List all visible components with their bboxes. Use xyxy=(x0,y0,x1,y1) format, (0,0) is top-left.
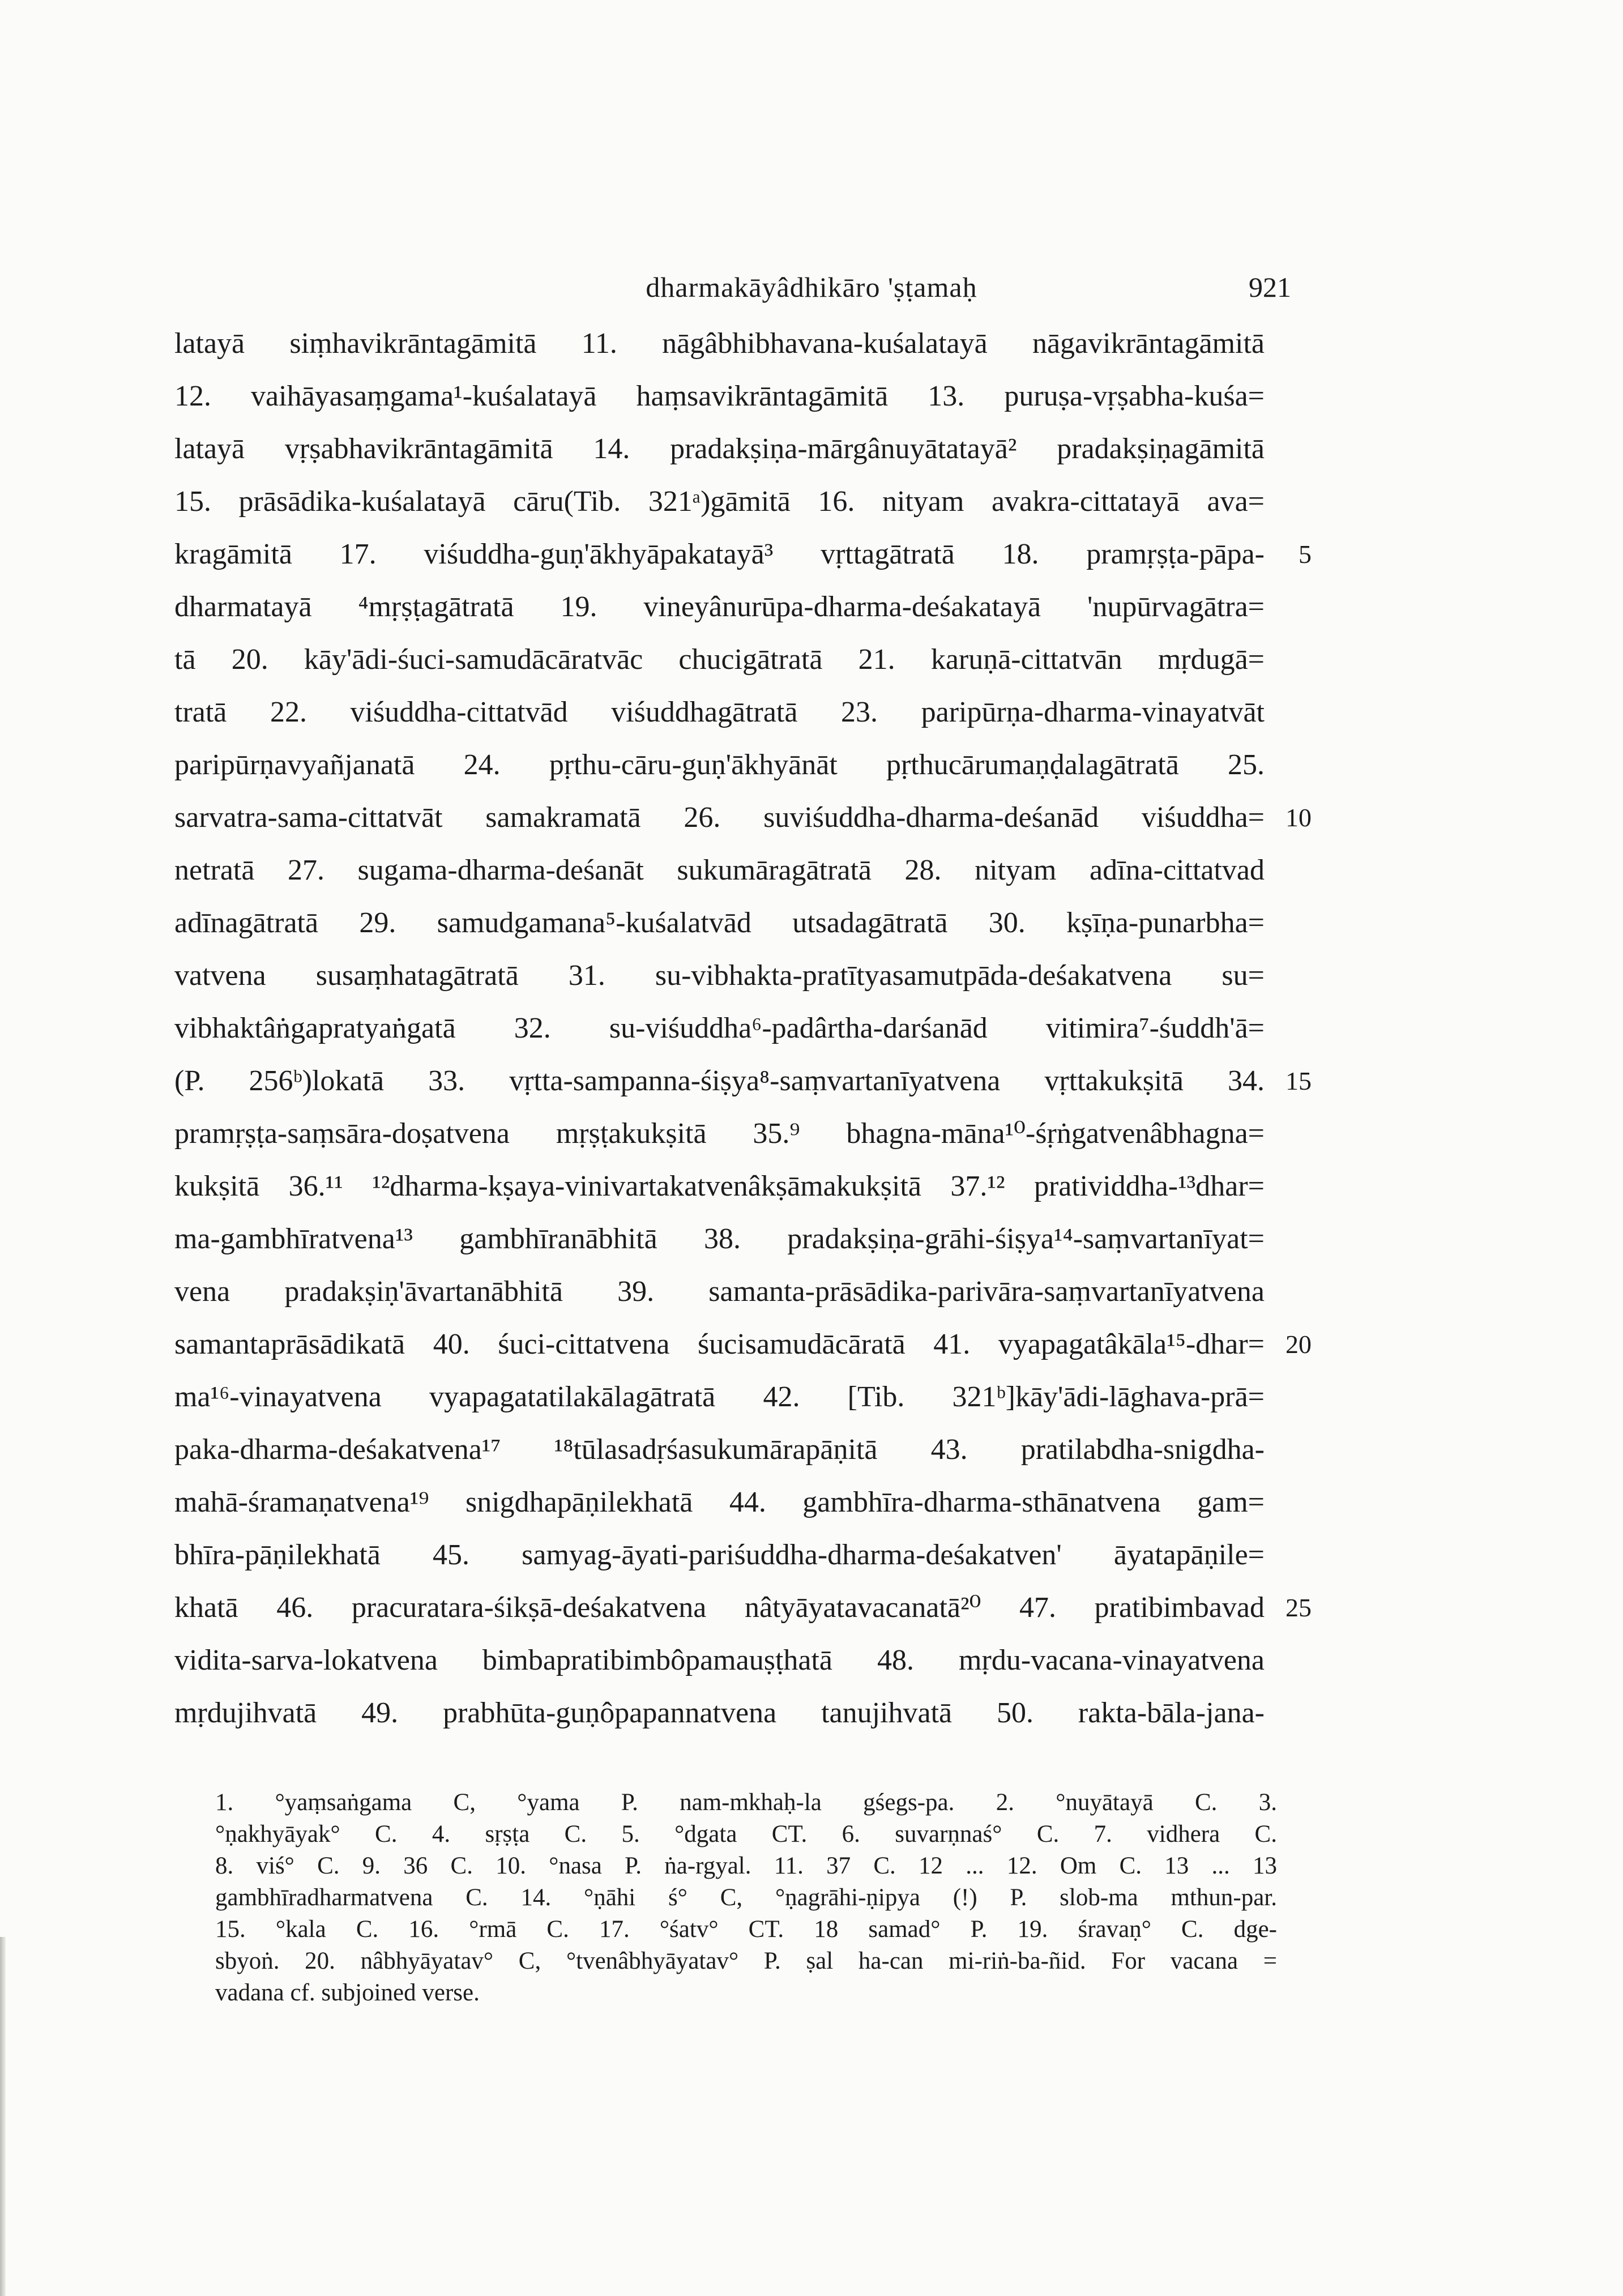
scan-edge-shadow xyxy=(0,1937,6,2296)
text-line: 15. prāsādika-kuśalatayā cāru(Tib. 321ᵃ)gāmitā 16. nityam avakra-cittatayā ava= xyxy=(174,485,1265,518)
text-line: paripūrṇavyañjanatā 24. pṛthu-cāru-guṇ'ākhyānāt pṛthucārumaṇḍalagātratā 25. xyxy=(174,749,1265,781)
footnote-line: °ṇakhyāyak° C. 4. sṛṣṭa C. 5. °dgata CT. 6. suvarṇnaś° C. 7. vidhera C. xyxy=(215,1821,1277,1847)
footnote-line: 1. °yaṃsaṅgama C, °yama P. nam-mkhaḥ-la gśegs-pa. 2. °nuyātayā C. 3. xyxy=(215,1789,1277,1816)
text-line: dharmatayā ⁴mṛṣṭagātratā 19. vineyânurūpa-dharma-deśakatayā 'nupūrvagātra= xyxy=(174,591,1265,623)
footnotes xyxy=(215,1787,1277,2009)
text-line: 12. vaihāyasaṃgama¹-kuśalatayā haṃsavikrāntagāmitā 13. puruṣa-vṛṣabha-kuśa= xyxy=(174,380,1265,412)
text-line: mṛdujihvatā 49. prabhūta-guṇôpapannatvena tanujihvatā 50. rakta-bāla-jana- xyxy=(174,1697,1265,1729)
text-line: paka-dharma-deśakatvena¹⁷ ¹⁸tūlasadṛśasukumārapāṇitā 43. pratilabdha-snigdha- xyxy=(174,1433,1265,1466)
line-number-10: 10 xyxy=(1285,803,1312,832)
text-line: ma¹⁶-vinayatvena vyapagatatilakālagātratā 42. [Tib. 321ᵇ]kāy'ādi-lāghava-prā= xyxy=(174,1381,1265,1413)
footnote-line: gambhīradharmatvena C. 14. °ṇāhi ś° C, °ṇagrāhi-ṇipya (!) P. slob-ma mthun-par. xyxy=(215,1884,1277,1911)
text-line: netratā 27. sugama-dharma-deśanāt sukumāragātratā 28. nityam adīna-cittatvad xyxy=(174,854,1265,886)
text-line: vena pradakṣiṇ'āvartanābhitā 39. samanta-prāsādika-parivāra-saṃvartanīyatvena xyxy=(174,1275,1265,1308)
text-line: vidita-sarva-lokatvena bimbapratibimbôpamauṣṭhatā 48. mṛdu-vacana-vinayatvena xyxy=(174,1644,1265,1676)
text-line: kukṣitā 36.¹¹ ¹²dharma-kṣaya-vinivartakatvenâkṣāmakukṣitā 37.¹² pratividdha-¹³dhar= xyxy=(174,1170,1265,1202)
footnote-line: vadana cf. subjoined verse. xyxy=(215,1979,480,2006)
main-text xyxy=(174,317,1265,1739)
text-line: latayā siṃhavikrāntagāmitā 11. nāgâbhibhavana-kuśalatayā nāgavikrāntagāmitā xyxy=(174,327,1265,360)
running-header: dharmakāyâdhikāro 'ṣṭamaḥ xyxy=(646,271,977,303)
line-number-25: 25 xyxy=(1285,1593,1312,1622)
text-line: sarvatra-sama-cittatvāt samakramatā 26. suviśuddha-dharma-deśanād viśuddha= xyxy=(174,801,1265,834)
text-line: samantaprāsādikatā 40. śuci-cittatvena śucisamudācāratā 41. vyapagatâkāla¹⁵-dhar= xyxy=(174,1328,1265,1360)
footnote-line: 8. viś° C. 9. 36 C. 10. °nasa P. ṅa-rgyal. 11. 37 C. 12 ... 12. Om C. 13 ... 13 xyxy=(215,1853,1277,1879)
text-line: tratā 22. viśuddha-cittatvād viśuddhagātratā 23. paripūrṇa-dharma-vinayatvāt xyxy=(174,696,1265,728)
text-line: latayā vṛṣabhavikrāntagāmitā 14. pradakṣiṇa-mārgânuyātatayā² pradakṣiṇagāmitā xyxy=(174,433,1265,465)
text-line: ma-gambhīratvena¹³ gambhīranābhitā 38. pradakṣiṇa-grāhi-śiṣya¹⁴-saṃvartanīyat= xyxy=(174,1223,1265,1255)
text-line: tā 20. kāy'ādi-śuci-samudācāratvāc chucigātratā 21. karuṇā-cittatvān mṛdugā= xyxy=(174,643,1265,676)
text-line: pramṛṣṭa-saṃsāra-doṣatvena mṛṣṭakukṣitā 35.⁹ bhagna-māna¹⁰-śṛṅgatvenâbhagna= xyxy=(174,1117,1265,1150)
text-line: khatā 46. pracuratara-śikṣā-deśakatvena nâtyāyatavacanatā²⁰ 47. pratibimbavad xyxy=(174,1591,1265,1624)
line-number-20: 20 xyxy=(1285,1330,1312,1359)
page-number: 921 xyxy=(1249,271,1291,303)
text-line: bhīra-pāṇilekhatā 45. samyag-āyati-pariśuddha-dharma-deśakatven' āyatapāṇile= xyxy=(174,1539,1265,1571)
text-line: (P. 256ᵇ)lokatā 33. vṛtta-sampanna-śiṣya⁸-saṃvartanīyatvena vṛttakukṣitā 34. xyxy=(174,1065,1265,1097)
footnote-line: 15. °kala C. 16. °rmā C. 17. °śatv° CT. 18 samad° P. 19. śravaṇ° C. dge- xyxy=(215,1916,1277,1943)
text-line: adīnagātratā 29. samudgamana⁵-kuśalatvād utsadagātratā 30. kṣīṇa-punarbha= xyxy=(174,907,1265,939)
text-line: vibhaktâṅgapratyaṅgatā 32. su-viśuddha⁶-padârtha-darśanād vitimira⁷-śuddh'ā= xyxy=(174,1012,1265,1044)
text-line: mahā-śramaṇatvena¹⁹ snigdhapāṇilekhatā 44. gambhīra-dharma-sthānatvena gam= xyxy=(174,1486,1265,1518)
footnote-line: sbyoṅ. 20. nâbhyāyatav° C, °tvenâbhyāyatav° P. ṣal ha-can mi-riṅ-ba-ñid. For vacana = xyxy=(215,1948,1277,1974)
text-line: vatvena susaṃhatagātratā 31. su-vibhakta-pratītyasamutpāda-deśakatvena su= xyxy=(174,959,1265,992)
text-line: kragāmitā 17. viśuddha-guṇ'ākhyāpakatayā³ vṛttagātratā 18. pramṛṣṭa-pāpa- xyxy=(174,538,1265,570)
line-number-5: 5 xyxy=(1299,540,1312,569)
line-number-15: 15 xyxy=(1285,1066,1312,1095)
